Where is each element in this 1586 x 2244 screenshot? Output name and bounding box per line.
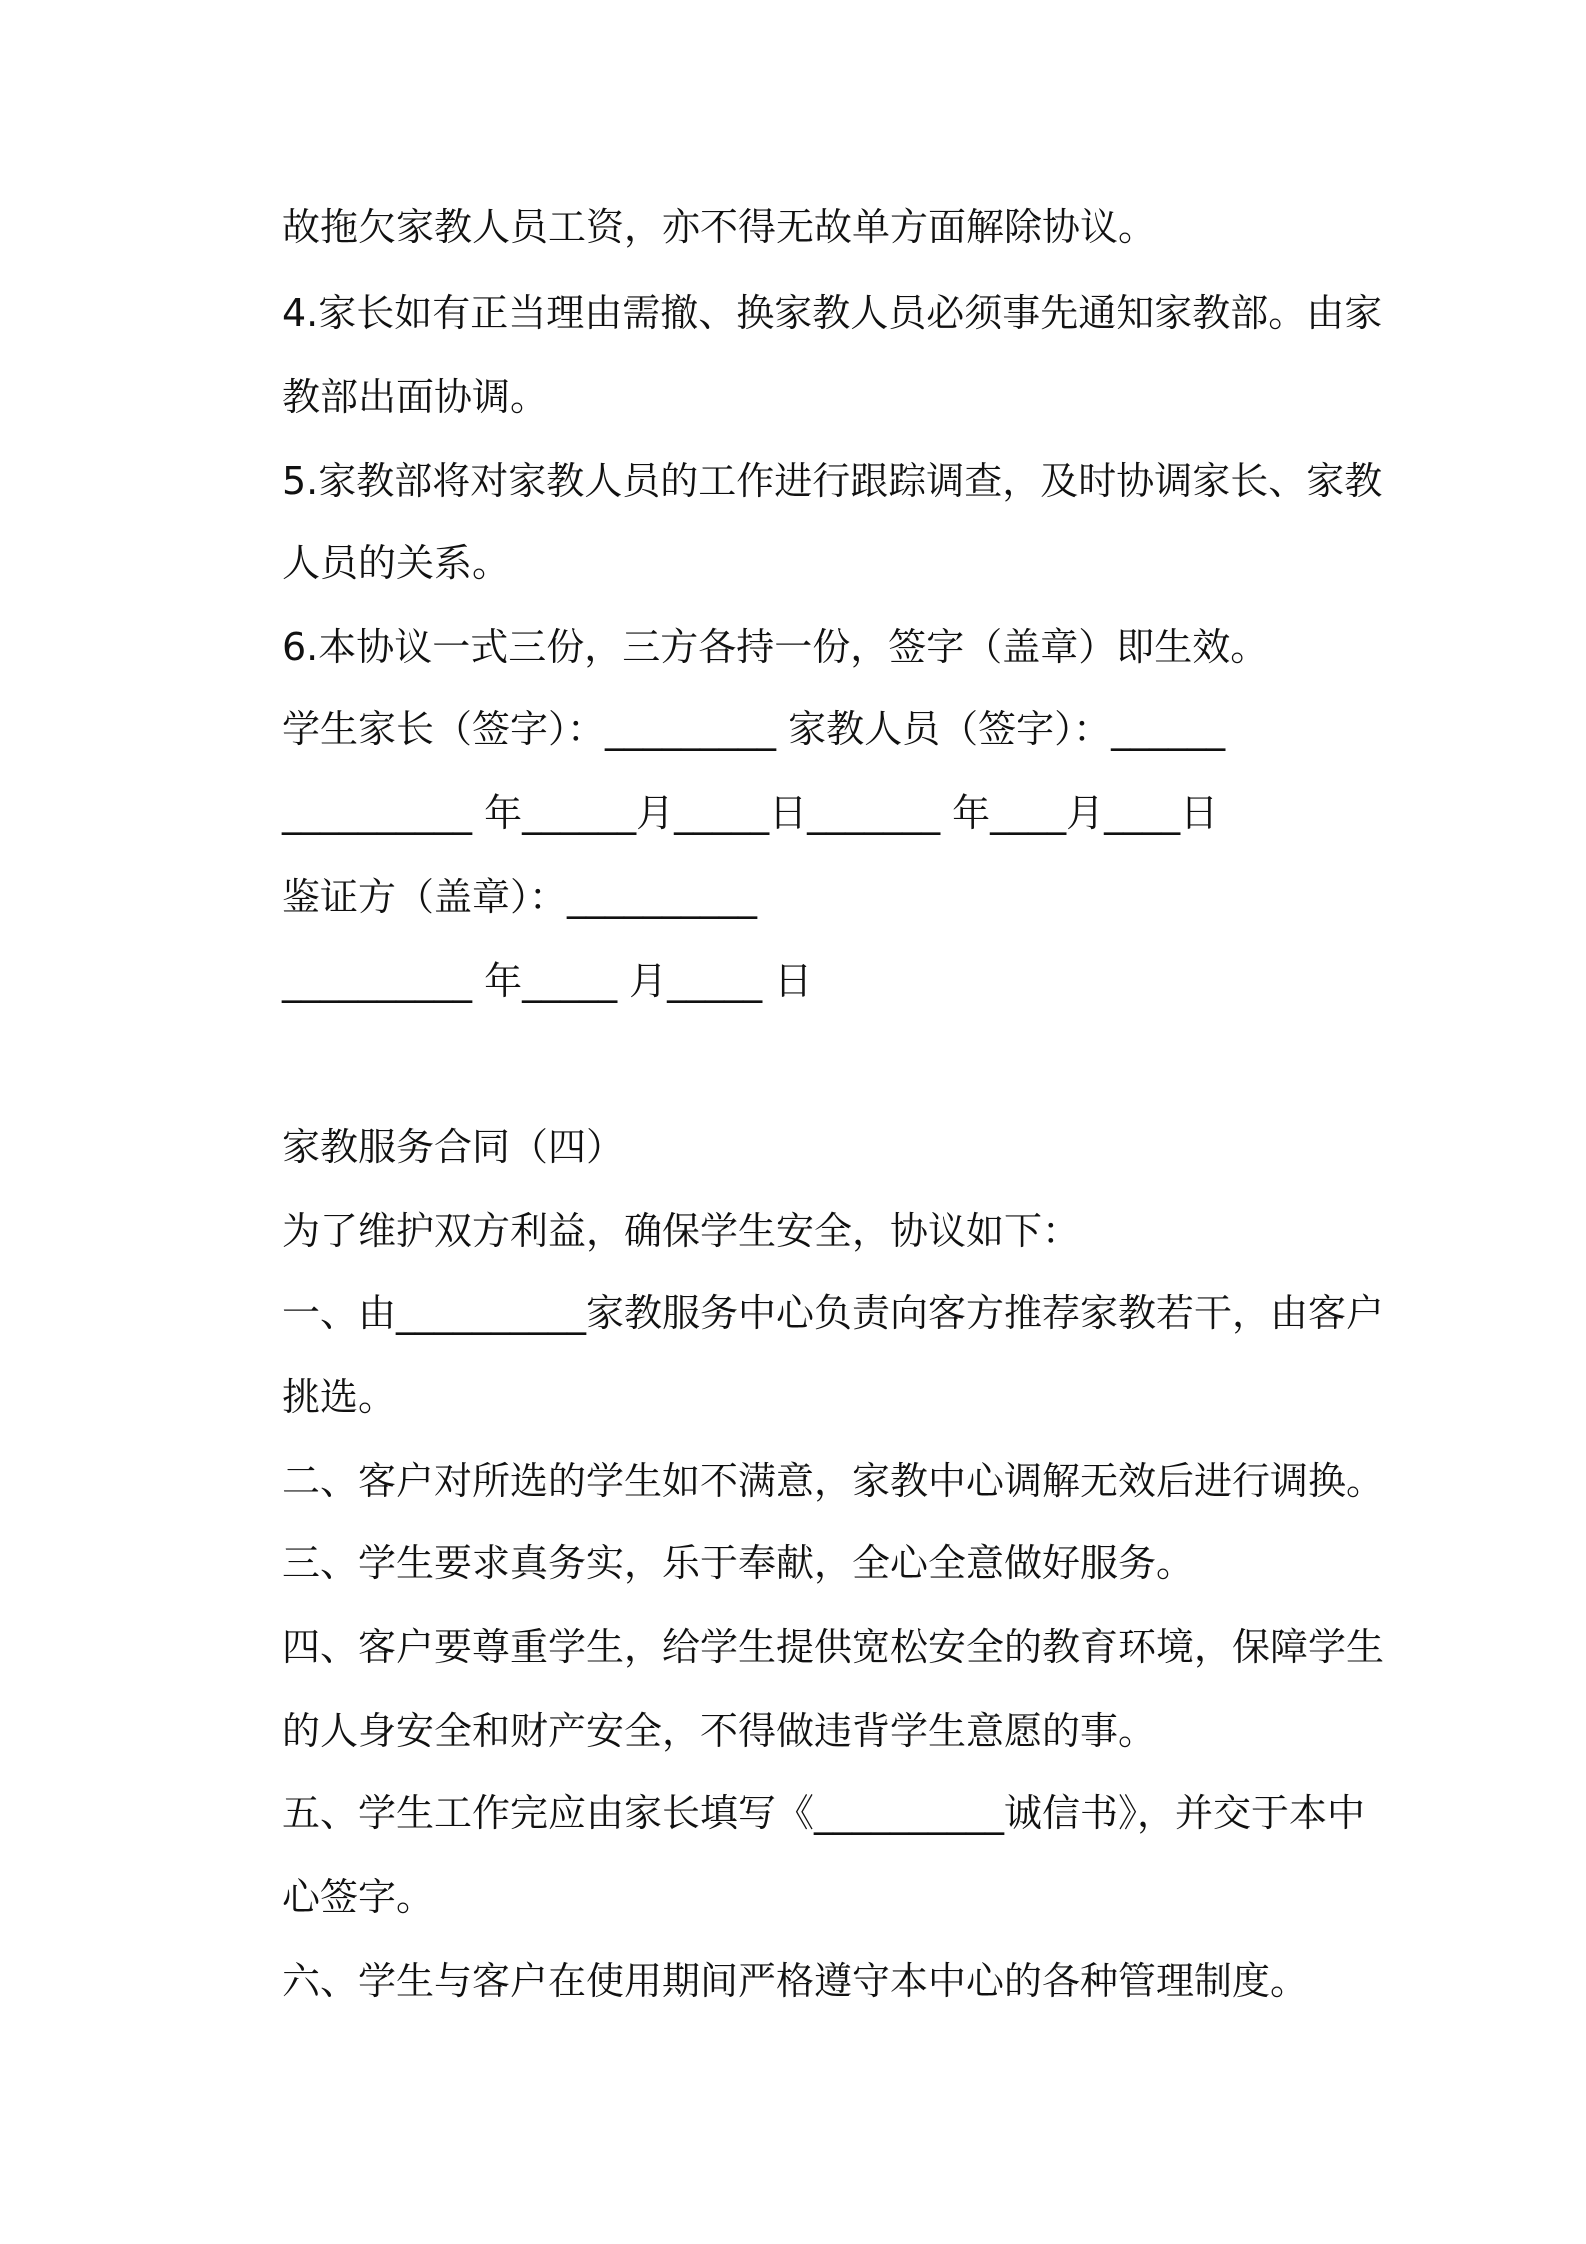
- witness-seal-line: 鉴证方（盖章）：__________: [282, 875, 758, 919]
- signature-date-line: __________ 年______月_____日_______ 年____月____日: [282, 791, 1219, 835]
- contract-4-clause-1-line-2: 挑选。: [282, 1375, 397, 1419]
- clause-4-line-2: 教部出面协调。: [282, 375, 549, 419]
- contract-4-clause-5-line-2: 心签字。: [282, 1875, 435, 1919]
- contract-4-title: 家教服务合同（四）: [282, 1125, 625, 1169]
- contract-4-clause-3: 三、学生要求真务实，乐于奉献，全心全意做好服务。: [282, 1541, 1195, 1585]
- signature-line-parent-tutor: 学生家长（签字）：_________ 家教人员（签字）：______: [282, 707, 1226, 751]
- contract-4-clause-6: 六、学生与客户在使用期间严格遵守本中心的各种管理制度。: [282, 1959, 1309, 2003]
- clause-6-line: 6.本协议一式三份，三方各持一份，签字（盖章）即生效。: [282, 625, 1269, 669]
- contract-4-clause-1-line-1: 一、由__________家教服务中心负责向客方推荐家教若干，由客户: [282, 1291, 1385, 1335]
- contract-4-clause-4-line-1: 四、客户要尊重学生，给学生提供宽松安全的教育环境，保障学生: [282, 1625, 1385, 1669]
- clause-4-line-1: 4.家长如有正当理由需撤、换家教人员必须事先通知家教部。由家: [282, 291, 1383, 335]
- contract-4-clause-5-line-1: 五、学生工作完应由家长填写《__________诚信书》，并交于本中: [282, 1791, 1366, 1835]
- contract-4-clause-4-line-2: 的人身安全和财产安全，不得做违背学生意愿的事。: [282, 1709, 1157, 1753]
- contract-4-intro: 为了维护双方利益，确保学生安全，协议如下：: [282, 1209, 1081, 1253]
- paragraph-line: 故拖欠家教人员工资，亦不得无故单方面解除协议。: [282, 205, 1157, 249]
- clause-5-line-1: 5.家教部将对家教人员的工作进行跟踪调查，及时协调家长、家教: [282, 459, 1383, 503]
- contract-4-clause-2: 二、客户对所选的学生如不满意，家教中心调解无效后进行调换。: [282, 1459, 1385, 1503]
- witness-date-line: __________ 年_____ 月_____ 日: [282, 959, 813, 1003]
- clause-5-line-2: 人员的关系。: [282, 541, 511, 585]
